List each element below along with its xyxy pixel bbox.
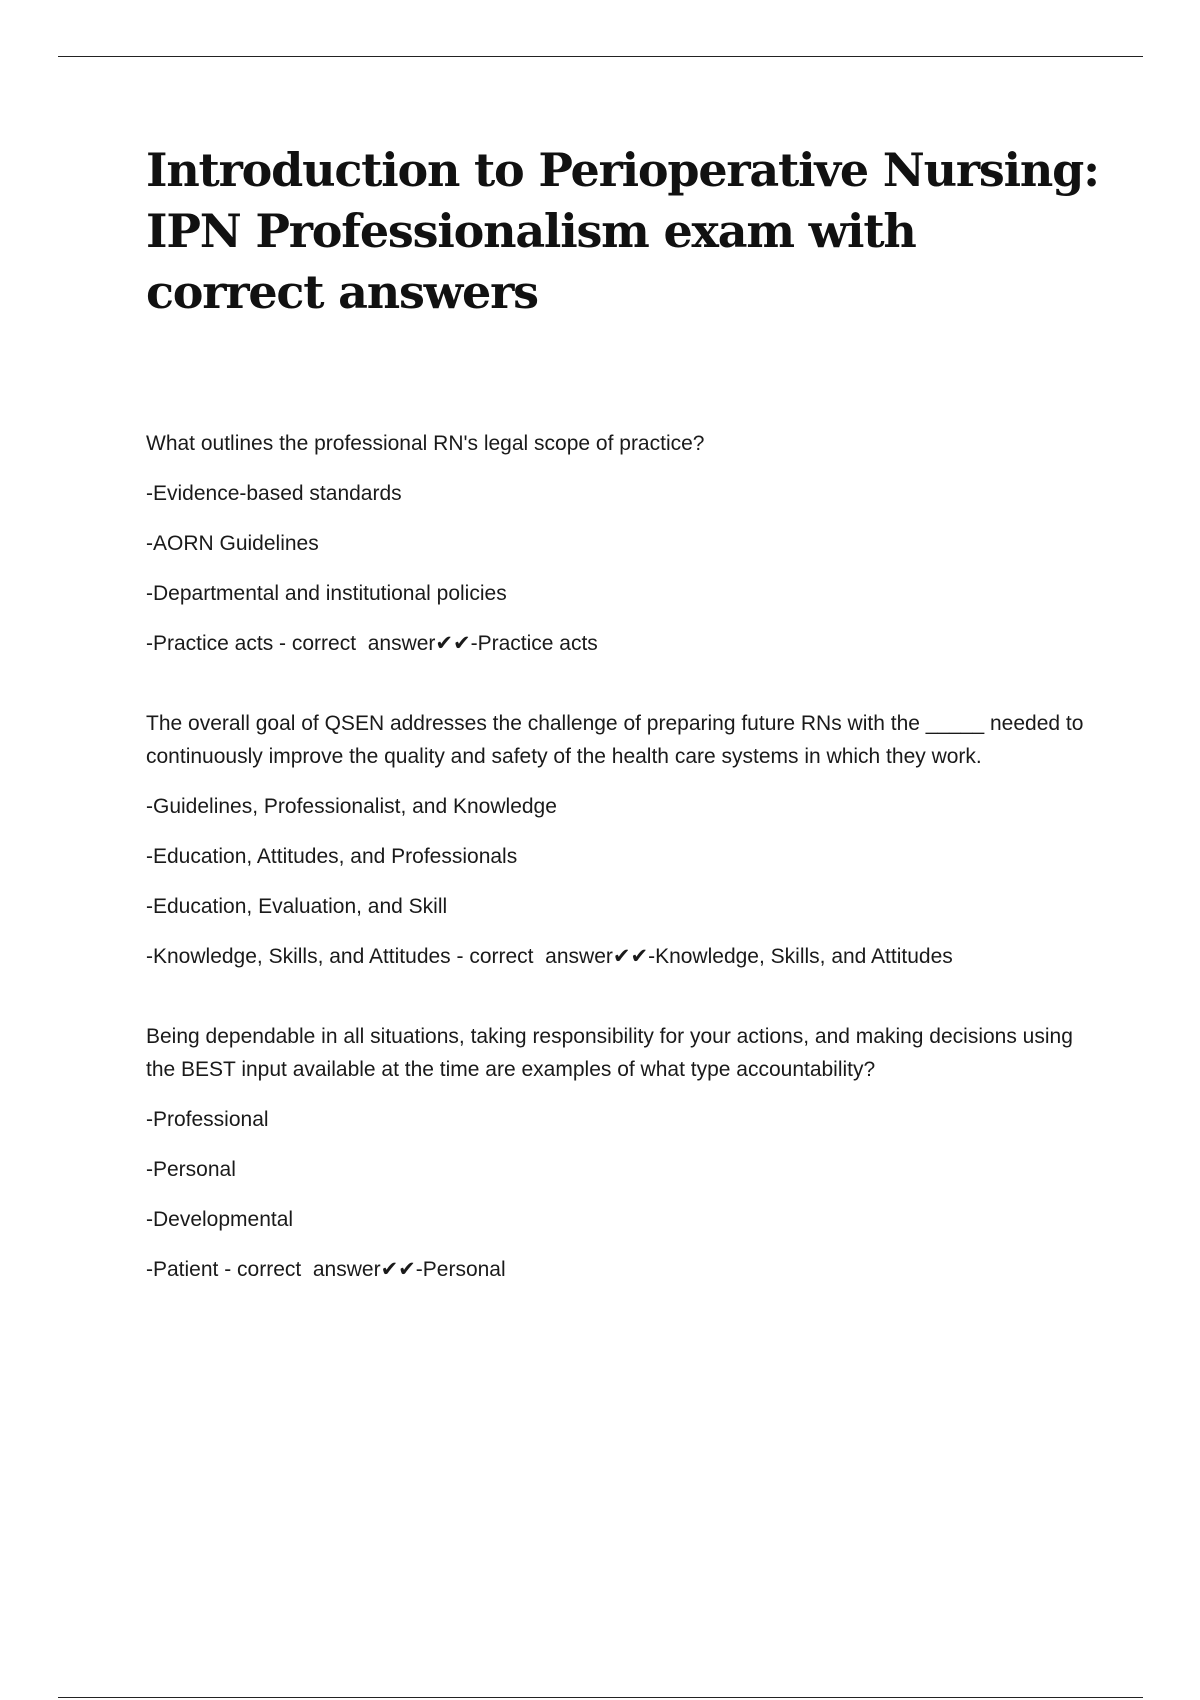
answer-option: -Departmental and institutional policies [146,582,507,605]
question-block [146,1020,1106,1286]
answer-option: -AORN Guidelines [146,532,319,555]
question-list [146,427,1106,1286]
question-text: The overall goal of QSEN addresses the challenge of preparing future RNs with the _____ needed to continuously improve the quality and safety of the health care systems in which they work. [146,712,1084,768]
answer-option-correct: -Practice acts - correct answer✔✔-Practice acts [146,632,598,655]
answer-option: -Education, Evaluation, and Skill [146,895,448,918]
answer-option-correct: -Knowledge, Skills, and Attitudes - correct answer✔✔-Knowledge, Skills, and Attitudes [146,945,953,968]
document-body [146,140,1106,1333]
header-rule [58,56,1143,57]
answer-option: -Evidence-based standards [146,482,402,505]
answer-option: -Personal [146,1158,236,1181]
question-block [146,427,1106,660]
answer-option: -Guidelines, Professionalist, and Knowledge [146,795,557,818]
question-text: What outlines the professional RN's legal scope of practice? [146,432,705,455]
answer-option-correct: -Patient - correct answer✔✔-Personal [146,1258,506,1281]
answer-option: -Education, Attitudes, and Professionals [146,845,518,868]
document-title: Introduction to Perioperative Nursing: IPN Professionalism exam with correct answers [146,143,1099,319]
question-block [146,707,1106,973]
answer-option: -Developmental [146,1208,294,1231]
answer-option: -Professional [146,1108,269,1131]
footer-rule [58,1697,1143,1698]
question-text: Being dependable in all situations, taking responsibility for your actions, and making decisions using the BEST input available at the time are examples of what type accountability? [146,1025,1073,1081]
